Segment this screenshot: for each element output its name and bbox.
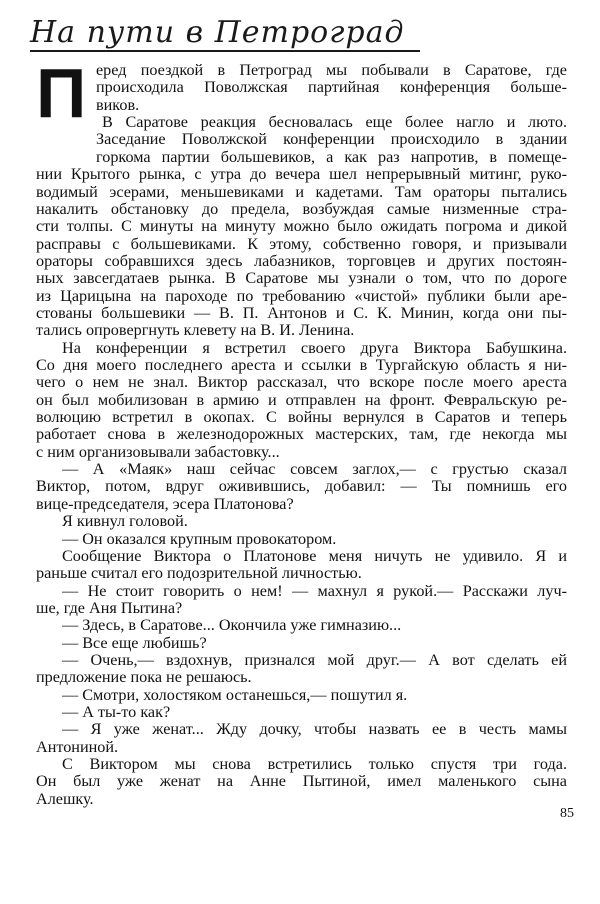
text-line: раньше считал его подозрительной личностью. — [36, 565, 362, 583]
text-line: с ним организовывали забастовку... — [36, 443, 280, 461]
text-line: работает снова в железнодорожных мастерских, там, где некогда мы — [36, 426, 567, 444]
text-line: С Виктором мы снова встретились только спустя три года. — [62, 756, 567, 773]
text-line: тались опровергнуть клевету на В. И. Ленина. — [36, 322, 355, 340]
text-line: из Царицына на пароходе по требованию «чистой» публики были аре- — [36, 287, 567, 305]
text-line: происходила Поволжская партийная конференция больше- — [96, 79, 567, 97]
text-line: горкома партии большевиков, а как раз напротив, в помеще- — [96, 148, 567, 166]
text-line: водимый эсерами, меньшевиками и кадетами. Там ораторы пытались — [36, 183, 567, 201]
text-line: — А ты-то как? — [62, 704, 171, 721]
text-line: ше, где Аня Пытина? — [36, 599, 183, 617]
text-line: он был мобилизован в армию и отправлен на фронт. Февральскую ре- — [36, 391, 567, 409]
chapter-title: На пути в Петроград — [30, 15, 405, 50]
text-line: нии Крытого рынка, с утра до вечера шел непрерывный митинг, руко- — [36, 166, 567, 184]
text-line: На конференции я встретил своего друга Виктора Бабушкина. — [62, 339, 567, 357]
text-line: В Саратове реакция бесновалась еще более нагло и люто. — [102, 114, 567, 132]
text-line: ных завсегдатаев рынка. В Саратове мы узнали о том, что по дороге — [36, 270, 567, 288]
text-line: волюцию встретил в окопах. С войны вернулся в Саратов и теперь — [36, 409, 567, 426]
text-line: Он был уже женат на Анне Пытиной, имел маленького сына — [36, 773, 567, 791]
text-line: предложение пока не решаюсь. — [36, 669, 252, 687]
page-number: 85 — [560, 806, 574, 821]
text-line: Я кивнул головой. — [62, 513, 188, 531]
text-line: — Не стоит говорить о нем! — махнул я рукой.— Расскажи луч- — [62, 582, 567, 600]
text-line: Со дня моего последнего ареста и ссылки в Тургайскую область я ни- — [36, 357, 567, 374]
drop-cap: П — [36, 60, 86, 126]
text-line: — Он оказался крупным провокатором. — [62, 530, 337, 548]
text-line: стованы большевики — В. П. Антонов и С. К. Минин, когда они пы- — [36, 304, 567, 322]
text-line: сти толпы. С минуты на минуту можно было ожидать погрома и дикой — [36, 218, 567, 236]
text-line: ораторы собравшихся здесь лабазников, торговцев и других постоян- — [36, 252, 567, 270]
text-line: Антониной. — [36, 738, 119, 756]
text-line: расправы с большевиками. К этому, собственно говоря, и призывали — [36, 235, 567, 253]
title-underline — [30, 50, 420, 52]
text-line: — Все еще любишь? — [62, 634, 207, 652]
text-line: виков. — [96, 96, 140, 114]
text-line: еред поездкой в Петроград мы побывали в Саратове, где — [96, 62, 567, 79]
text-line: — Я уже женат... Жду дочку, чтобы назвать ее в честь мамы — [62, 721, 567, 739]
text-line: вице-председателя, эсера Платонова? — [36, 495, 294, 513]
text-line: Виктор, потом, вдруг оживившись, добавил: — Ты помнишь его — [36, 478, 567, 496]
text-line: — А «Маяк» наш сейчас совсем заглох,— с грустью сказал — [62, 461, 567, 479]
text-line: Алешку. — [36, 790, 94, 808]
text-line: — Здесь, в Саратове... Окончила уже гимназию... — [62, 617, 402, 635]
text-line: чего о нем не знал. Виктор рассказал, что вскоре после моего ареста — [36, 374, 567, 392]
text-line: Заседание Поволжской конференции происходило в здании — [96, 131, 567, 149]
text-line: — Очень,— вздохнув, признался мой друг.— А вот сделать ей — [62, 651, 567, 669]
text-line: накалить обстановку до предела, возбуждая самые низменные стра- — [36, 200, 567, 218]
text-line: — Смотри, холостяком останешься,— пошутил я. — [62, 686, 408, 704]
text-line: Сообщение Виктора о Платонове меня ничуть не удивило. Я и — [62, 547, 567, 565]
